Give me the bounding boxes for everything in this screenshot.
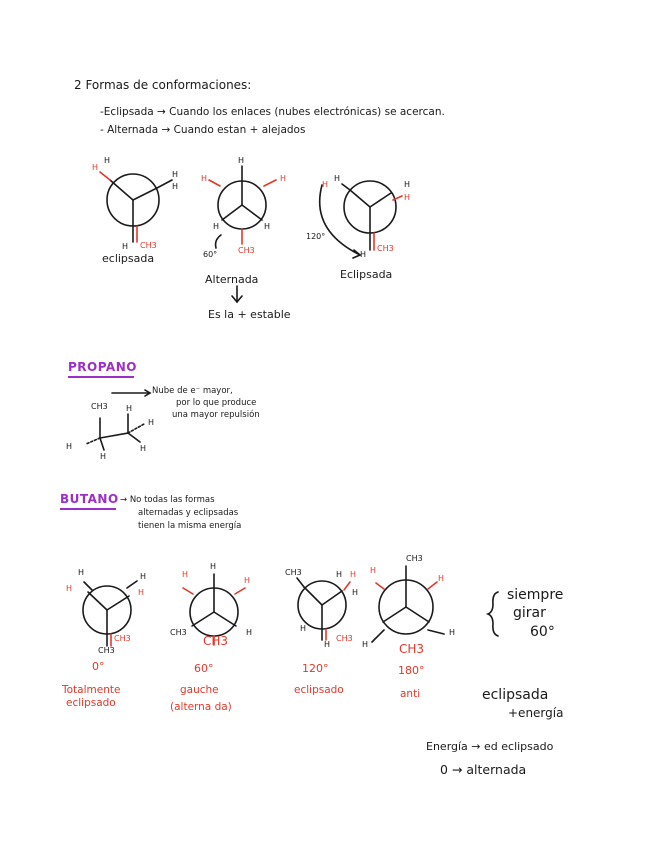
p1-h-red: H — [92, 163, 99, 172]
b180-angle: 180° — [398, 664, 425, 677]
b120-h-3: H — [300, 624, 307, 633]
butano-underline — [60, 508, 116, 510]
b180-h-right: H — [449, 628, 456, 637]
p3-h-red: H — [404, 193, 411, 202]
propano-underline — [68, 376, 134, 378]
propano-note-3: una mayor repulsión — [172, 410, 260, 420]
propano-title: PROPANO — [68, 360, 137, 374]
butano-note-3: tienen la misma energía — [138, 521, 242, 531]
b0-angle: 0° — [92, 660, 105, 673]
p1-h-4: H — [122, 242, 129, 251]
butano-title: BUTANO — [60, 492, 119, 506]
p2-caption: Alternada — [205, 273, 259, 286]
b120-h-2: H — [352, 588, 359, 597]
butano-note-2: alternadas y eclipsadas — [138, 508, 239, 518]
p2-angle: 60° — [203, 250, 218, 259]
b60-name-2: (alterna da) — [170, 701, 232, 713]
energy-note-1: eclipsada — [482, 687, 549, 703]
b120-h-4: H — [324, 640, 331, 649]
energy-summary-2: 0 → alternada — [440, 762, 527, 777]
p2-h-top: H — [238, 156, 245, 165]
alternada-definition: - Alternada → Cuando estan + alejados — [100, 124, 306, 136]
b180-h-red-1: H — [370, 566, 377, 575]
p2-ch3: CH3 — [238, 246, 255, 255]
energy-note-2: +energía — [508, 706, 564, 720]
p1-h-3: H — [172, 182, 179, 191]
p1-caption: eclipsada — [102, 252, 155, 265]
propano-note-2: por lo que produce — [176, 398, 257, 408]
b0-h-2: H — [140, 572, 147, 581]
b120-h-1: H — [336, 570, 343, 579]
b120-ch3: CH3 — [285, 568, 302, 577]
p1-h-1: H — [104, 156, 111, 165]
p3-caption: Eclipsada — [340, 268, 393, 281]
b120-name-1: eclipsado — [294, 684, 344, 696]
b180-h-left: H — [362, 640, 369, 649]
propano-h-2: H — [148, 418, 155, 427]
p2-h-red-right: H — [280, 174, 287, 183]
b60-h-right: H — [246, 628, 253, 637]
p3-h-3: H — [360, 250, 367, 259]
p3-h-red-2: H — [322, 180, 329, 189]
b60-angle: 60° — [194, 662, 214, 675]
p2-h-right: H — [264, 222, 271, 231]
b60-ch3: CH3 — [170, 628, 187, 637]
p3-h-1: H — [334, 174, 341, 183]
propano-note-1: Nube de e⁻ mayor, — [152, 386, 233, 396]
propano-h-3: H — [66, 442, 73, 451]
propano-h-4: H — [100, 452, 107, 461]
b180-ch3-red: CH3 — [399, 642, 425, 656]
side-note-3: 60° — [530, 624, 555, 640]
b0-h-red: H — [66, 584, 73, 593]
side-note-1: siempre — [507, 587, 564, 603]
side-note-2: girar — [513, 605, 546, 621]
b120-h-red: H — [350, 570, 357, 579]
p1-h-2: H — [172, 170, 179, 179]
propano-h-5: H — [140, 444, 147, 453]
energy-summary-1: Energía → ed eclipsado — [426, 740, 554, 753]
p2-h-left: H — [213, 222, 220, 231]
propano-ch3: CH3 — [91, 402, 108, 411]
newman-projection-1 — [100, 172, 172, 242]
alternada-note: Es la + estable — [208, 308, 291, 321]
b60-name-1: gauche — [180, 684, 219, 696]
b0-h-red-2: H — [138, 588, 145, 597]
b120-ch3-red: CH3 — [336, 634, 353, 643]
b0-name-1: Totalmente — [62, 684, 121, 696]
propano-h-1: H — [126, 404, 133, 413]
b120-angle: 120° — [302, 662, 329, 675]
butane-projection-180 — [372, 566, 444, 642]
b180-h-red-2: H — [438, 574, 445, 583]
b0-h-1: H — [78, 568, 85, 577]
b60-h-red-2: H — [244, 576, 251, 585]
b180-name-1: anti — [400, 688, 421, 700]
p2-h-red-left: H — [201, 174, 208, 183]
b60-h-top: H — [210, 562, 217, 571]
p3-ch3: CH3 — [377, 244, 394, 253]
b0-ch3-red: CH3 — [114, 634, 131, 643]
b60-ch3-red: CH3 — [203, 634, 229, 648]
eclipsada-definition: -Eclipsada → Cuando los enlaces (nubes electrónicas) se acercan. — [100, 106, 445, 118]
butano-note-1: → No todas las formas — [120, 495, 215, 505]
propane-sawhorse — [86, 414, 144, 450]
heading: 2 Formas de conformaciones: — [74, 78, 252, 92]
b0-name-2: eclipsado — [66, 697, 116, 709]
b180-ch3-top: CH3 — [406, 554, 423, 563]
p3-angle: 120° — [306, 232, 326, 241]
b0-ch3: CH3 — [98, 646, 115, 655]
p1-ch3: CH3 — [140, 241, 157, 250]
p3-h-2: H — [404, 180, 411, 189]
b60-h-red-1: H — [182, 570, 189, 579]
